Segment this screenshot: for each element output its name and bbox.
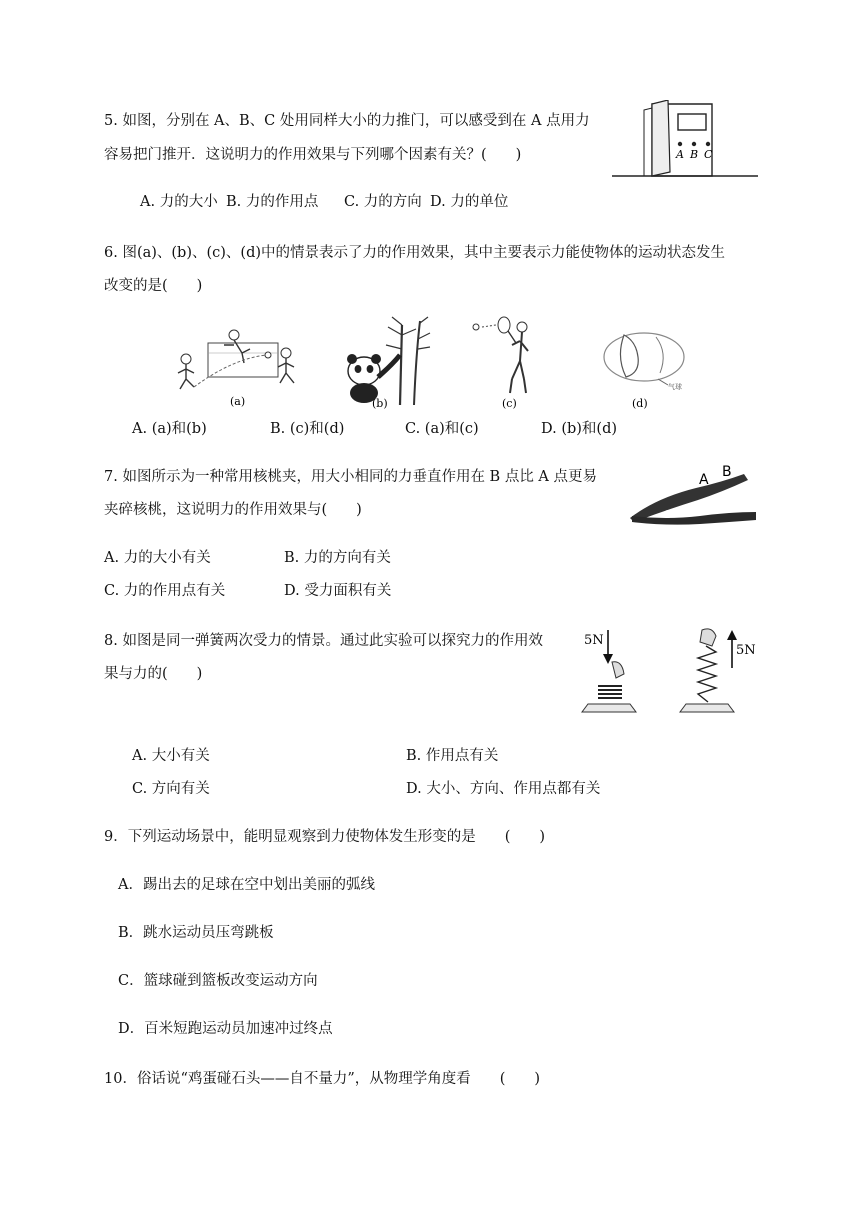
- spring-force-label-right: 5N: [736, 643, 756, 658]
- q5-option-d: D. 力的单位: [430, 194, 509, 210]
- caption-d: (d): [632, 397, 648, 410]
- q6-option-a: A. (a)和(b): [132, 421, 207, 437]
- spring-figure: [578, 624, 760, 720]
- door-label-b: B: [690, 148, 699, 161]
- q7-option-b: B. 力的方向有关: [284, 550, 391, 566]
- nutcracker-label-b: B: [722, 464, 732, 480]
- nutcracker-label-a: A: [699, 472, 709, 488]
- q6-option-c: C. (a)和(c): [405, 421, 479, 437]
- q7-stem-line2: 夹碎核桃，这说明力的作用效果与( ): [104, 502, 362, 518]
- q9-option-c: C．篮球碰到篮板改变运动方向: [118, 973, 318, 989]
- q5-option-b: B. 力的作用点: [226, 194, 319, 210]
- figure-a-soccer: [172, 323, 308, 413]
- nutcracker-figure: [626, 458, 760, 530]
- q6-option-d: D. (b)和(d): [541, 421, 618, 437]
- q6-stem-line1: 6. 图(a)、(b)、(c)、(d)中的情景表示了力的作用效果，其中主要表示力能使物体的运动状态发生: [104, 245, 726, 261]
- q5-stem-line1: 5. 如图，分别在 A、B、C 处用同样大小的力推门，可以感受到在 A 点用力: [104, 113, 590, 129]
- q8-option-d: D. 大小、方向、作用点都有关: [406, 781, 601, 797]
- figure-d-balloon: [598, 327, 690, 413]
- caption-a: (a): [230, 395, 246, 408]
- q7-option-a: A. 力的大小有关: [104, 550, 211, 566]
- q8-option-c: C. 方向有关: [132, 781, 210, 797]
- q9-stem: 9．下列运动场景中，能明显观察到力使物体发生形变的是 ( ): [104, 829, 546, 845]
- q6-stem-line2: 改变的是( ): [104, 278, 203, 294]
- q6-option-b: B. (c)和(d): [270, 421, 345, 437]
- q8-option-a: A. 大小有关: [132, 748, 210, 764]
- q5-option-c: C. 力的方向: [344, 194, 422, 210]
- q8-stem-line2: 果与力的( ): [104, 666, 203, 682]
- caption-b: (b): [372, 397, 388, 410]
- door-figure: [612, 100, 760, 180]
- q5-stem-line2: 容易把门推开．这说明力的作用效果与下列哪个因素有关？( ): [104, 147, 522, 163]
- q8-option-b: B. 作用点有关: [406, 748, 499, 764]
- figure-b-panda: [330, 315, 434, 413]
- q7-option-d: D. 受力面积有关: [284, 583, 392, 599]
- q9-option-b: B．跳水运动员压弯跳板: [118, 925, 274, 941]
- q5-option-a: A. 力的大小: [140, 194, 218, 210]
- caption-c: (c): [502, 397, 517, 410]
- figure-c-tennis: [466, 313, 550, 413]
- q7-option-c: C. 力的作用点有关: [104, 583, 226, 599]
- door-label-a: A: [676, 148, 684, 161]
- q8-stem-line1: 8. 如图是同一弹簧两次受力的情景。通过此实验可以探究力的作用效: [104, 633, 543, 649]
- q9-option-a: A．踢出去的足球在空中划出美丽的弧线: [118, 877, 375, 893]
- q10-stem: 10．俗话说“鸡蛋碰石头——自不量力”，从物理学角度看 ( ): [104, 1071, 541, 1087]
- q9-option-d: D．百米短跑运动员加速冲过终点: [118, 1021, 333, 1037]
- q7-stem-line1: 7. 如图所示为一种常用核桃夹，用大小相同的力垂直作用在 B 点比 A 点更易: [104, 469, 598, 485]
- spring-force-label-left: 5N: [584, 633, 604, 648]
- door-label-c: C: [704, 148, 713, 161]
- balloon-label: 气球: [668, 383, 682, 391]
